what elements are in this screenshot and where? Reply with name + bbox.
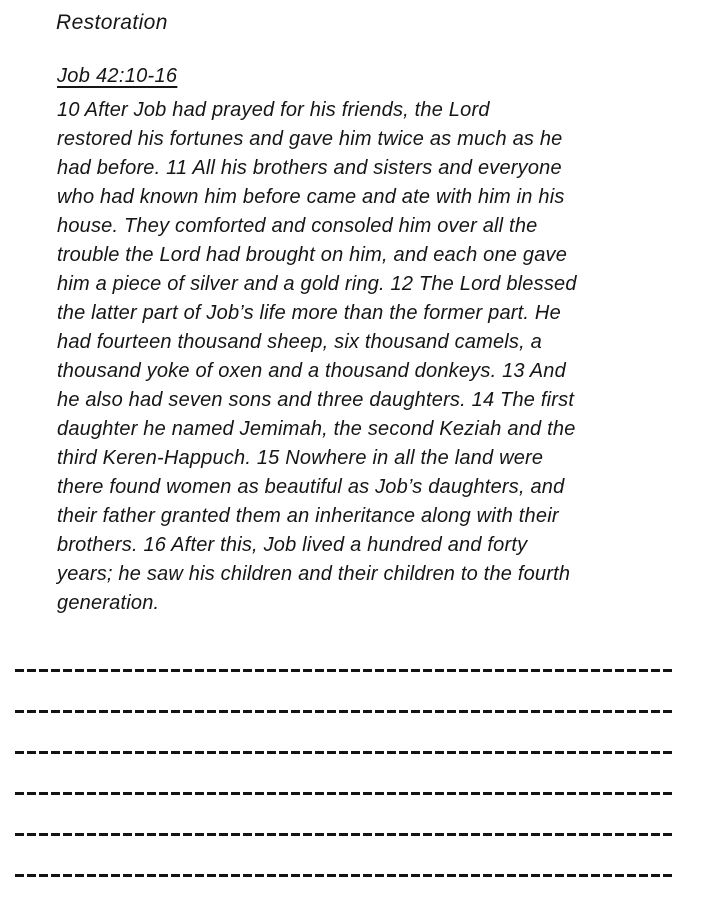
passage-line: trouble the Lord had brought on him, and each one gave [57,244,568,266]
passage-line: the latter part of Job’s life more than the former part. He [57,302,561,324]
writing-line [15,669,675,672]
passage-line: restored his fortunes and gave him twice as much as he [57,128,563,150]
writing-line [15,710,675,713]
passage-line: house. They comforted and consoled him over all the [57,215,538,237]
passage-line: him a piece of silver and a gold ring. 12 The Lord blessed [57,273,577,295]
passage-line: 10 After Job had prayed for his friends, the Lord [57,99,490,121]
passage-line: third Keren-Happuch. 15 Nowhere in all the land were [57,447,544,469]
passage-line: had fourteen thousand sheep, six thousand camels, a [57,331,542,353]
page-title: Restoration [56,11,168,34]
passage-text [57,96,689,618]
passage-line: generation. [57,592,160,614]
passage-line: who had known him before came and ate with him in his [57,186,565,208]
writing-line [15,874,675,877]
passage-line: thousand yoke of oxen and a thousand donkeys. 13 And [57,360,566,382]
writing-line [15,833,675,836]
writing-line [15,751,675,754]
scripture-passage [0,38,709,618]
passage-line: he also had seven sons and three daughters. 14 The first [57,389,575,411]
writing-line [15,792,675,795]
passage-line: had before. 11 All his brothers and sisters and everyone [57,157,562,179]
passage-line: years; he saw his children and their children to the fourth [57,563,571,585]
scripture-reference: Job 42:10-16 [57,65,178,87]
passage-line: brothers. 16 After this, Job lived a hundred and forty [57,534,528,556]
writing-lines [15,669,675,877]
passage-line: their father granted them an inheritance along with their [57,505,559,527]
passage-line: daughter he named Jemimah, the second Keziah and the [57,418,576,440]
passage-line: there found women as beautiful as Job’s daughters, and [57,476,565,498]
